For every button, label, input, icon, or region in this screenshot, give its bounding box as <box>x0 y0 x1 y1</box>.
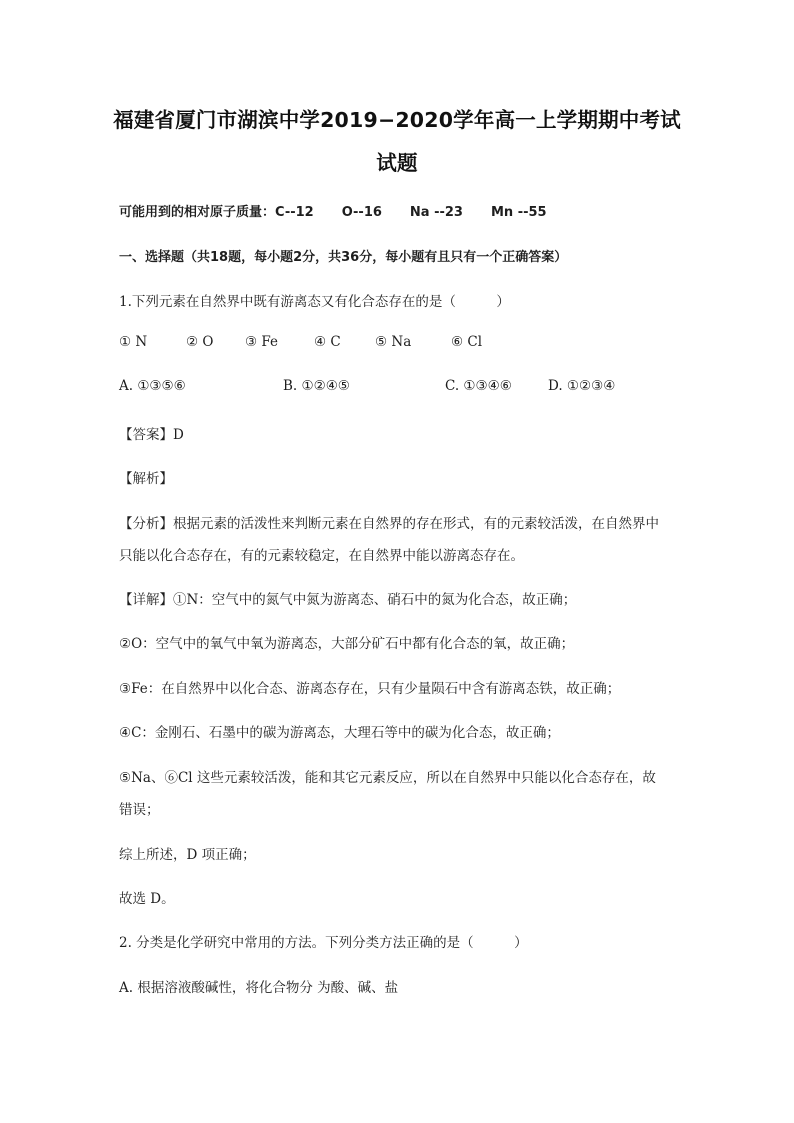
page-title: 福建省厦门市湖滨中学2019−2020学年高一上学期期中考试 <box>113 108 681 132</box>
q1-fenxi-line-1: 【分析】根据元素的活泼性来判断元素在自然界的存在形式，有的元素较活泼，在自然界中 <box>119 516 659 532</box>
q1-detail-line-5b: 错误； <box>119 802 160 818</box>
element-item: ② O <box>186 334 214 350</box>
masses-label: 可能用到的相对原子质量：C--12 <box>119 205 314 220</box>
page-title-continued: 试题 <box>376 151 418 175</box>
q1-stem: 1.下列元素在自然界中既有游离态又有化合态存在的是（ ） <box>119 294 510 310</box>
mass-o: O--16 <box>341 205 382 220</box>
element-item: ⑥ Cl <box>451 334 483 350</box>
option-b: B. ①②④⑤ <box>283 378 350 394</box>
mass-mn: Mn --55 <box>490 205 547 220</box>
q1-detail-line-3: ③Fe：在自然界中以化合态、游离态存在，只有少量陨石中含有游离态铁，故正确； <box>119 681 621 697</box>
q1-detail-line-2: ②O：空气中的氧气中氧为游离态，大部分矿石中都有化合态的氧，故正确； <box>119 636 575 652</box>
option-d: D. ①②③④ <box>548 378 616 394</box>
q1-fenxi-line-2: 只能以化合态存在，有的元素较稳定，在自然界中能以游离态存在。 <box>119 548 524 564</box>
q1-choice: 故选 D。 <box>119 891 175 907</box>
option-a: A. ①③⑤⑥ <box>119 378 186 394</box>
q1-detail-line-4: ④C：金刚石、石墨中的碳为游离态，大理石等中的碳为化合态，故正确； <box>119 725 560 741</box>
q1-summary: 综上所述，D 项正确； <box>119 847 256 863</box>
atomic-masses-line <box>119 201 547 220</box>
element-item: ④ C <box>314 334 341 350</box>
q1-element-list <box>119 334 499 354</box>
option-c: C. ①③④⑥ <box>445 378 512 394</box>
q2-option-a: A. 根据溶液酸碱性，将化合物分 为酸、碱、盐 <box>119 980 399 996</box>
q1-detail-line-5a: ⑤Na、⑥Cl 这些元素较活泼，能和其它元素反应，所以在自然界中只能以化合态存在，故 <box>119 770 656 786</box>
element-item: ① N <box>119 334 148 350</box>
q1-options <box>119 378 679 398</box>
section-heading: 一、选择题（共18题，每小题2分，共36分，每小题有且只有一个正确答案） <box>119 250 568 265</box>
element-item: ③ Fe <box>245 334 279 350</box>
q1-analysis-label: 【解析】 <box>119 471 173 487</box>
q2-stem: 2. 分类是化学研究中常用的方法。下列分类方法正确的是（ ） <box>119 935 528 951</box>
element-item: ⑤ Na <box>375 334 412 350</box>
mass-na: Na --23 <box>409 205 463 220</box>
q1-detail-line-1: 【详解】①N：空气中的氮气中氮为游离态、硝石中的氮为化合态，故正确； <box>119 592 577 608</box>
q1-answer: 【答案】D <box>119 427 184 443</box>
